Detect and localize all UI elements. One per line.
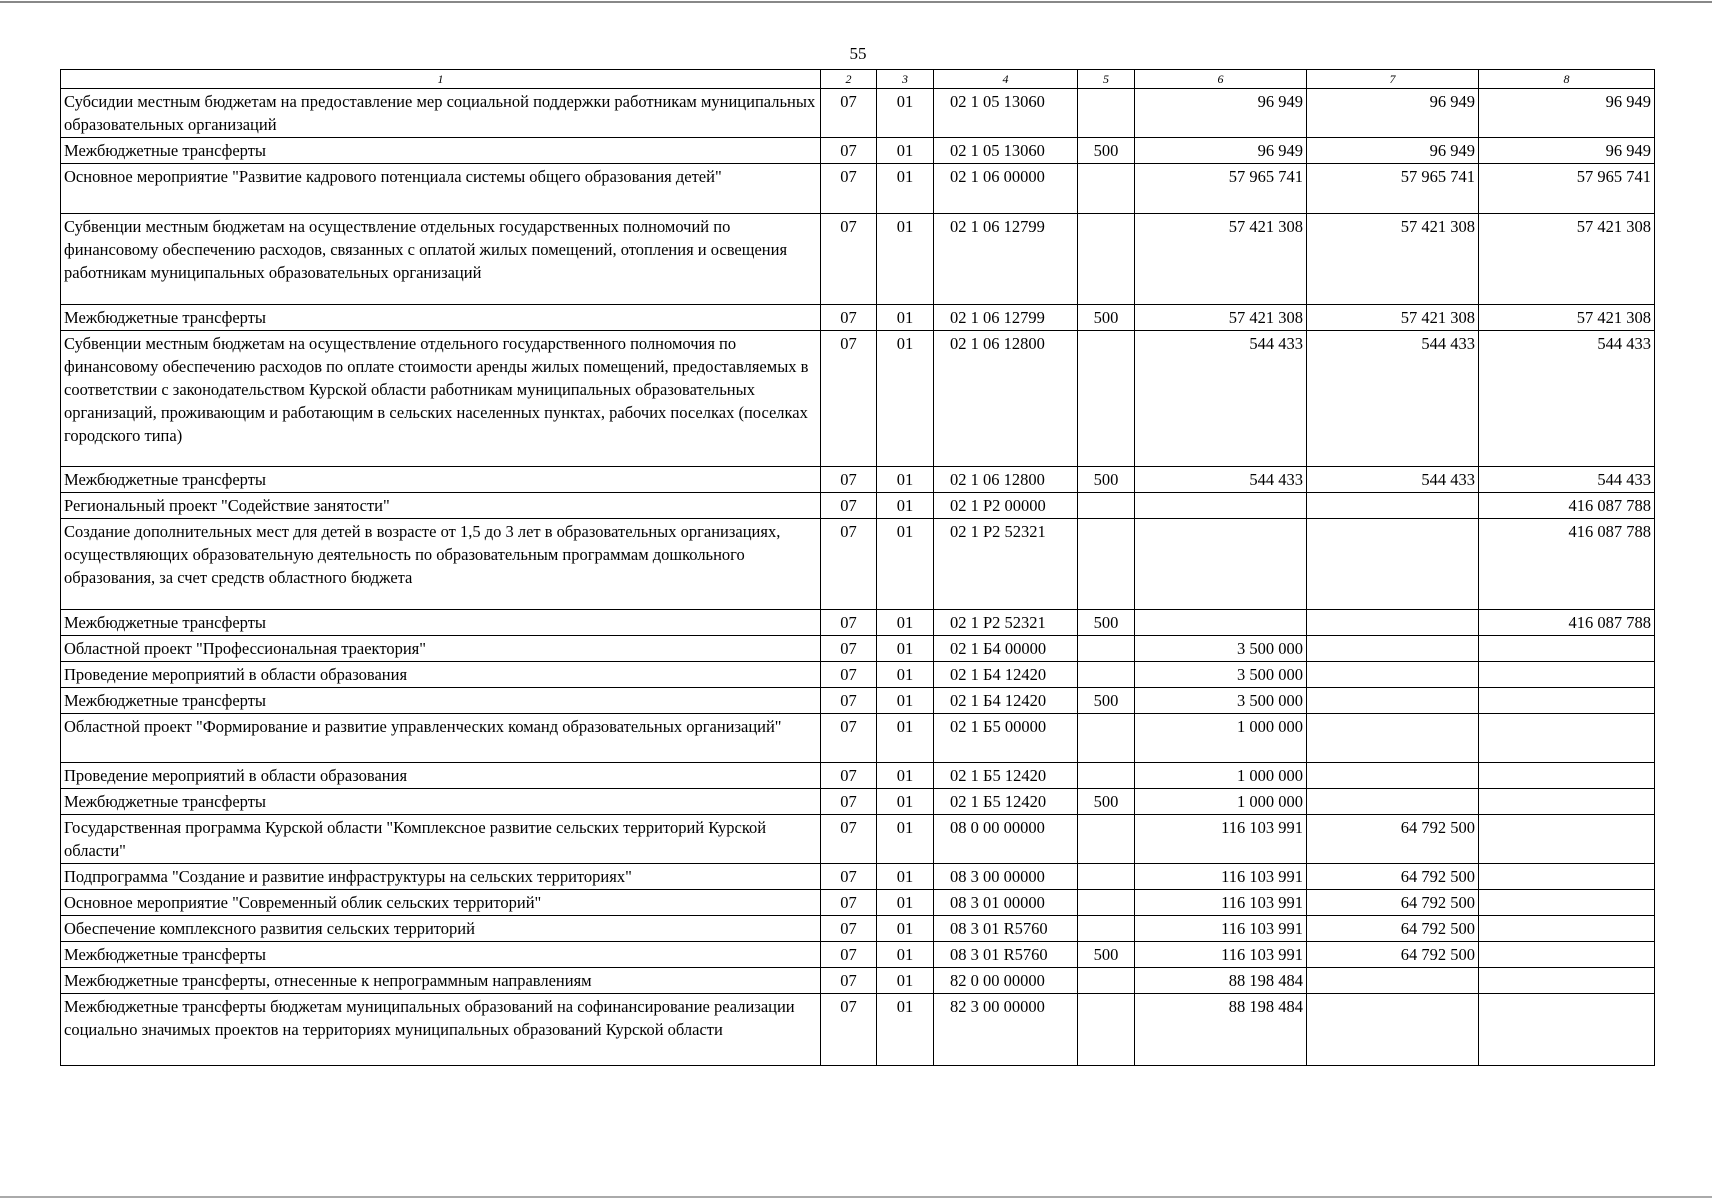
- row-amount-col7: 544 433: [1307, 467, 1479, 493]
- row-name: Областной проект "Профессиональная траектория": [61, 636, 821, 662]
- row-expense-type: [1078, 763, 1135, 789]
- row-name: Межбюджетные трансферты: [61, 610, 821, 636]
- row-subsection: 01: [877, 138, 934, 164]
- table-row: [61, 662, 1655, 688]
- row-target-code: 02 1 Б4 12420: [934, 662, 1078, 688]
- row-name: Межбюджетные трансферты: [61, 688, 821, 714]
- row-amount-col8: [1479, 815, 1655, 864]
- row-expense-type: [1078, 214, 1135, 305]
- row-name: Проведение мероприятий в области образования: [61, 662, 821, 688]
- row-amount-col8: [1479, 763, 1655, 789]
- row-amount-col8: [1479, 942, 1655, 968]
- row-amount-col6: 96 949: [1135, 89, 1307, 138]
- row-amount-col6: 544 433: [1135, 467, 1307, 493]
- row-amount-col6: 1 000 000: [1135, 714, 1307, 763]
- table-row: [61, 714, 1655, 763]
- row-section: 07: [821, 864, 877, 890]
- row-subsection: 01: [877, 942, 934, 968]
- row-amount-col7: [1307, 636, 1479, 662]
- row-expense-type: [1078, 89, 1135, 138]
- row-amount-col6: 116 103 991: [1135, 815, 1307, 864]
- row-name: Обеспечение комплексного развития сельских территорий: [61, 916, 821, 942]
- scan-edge-top: [0, 1, 1712, 3]
- row-subsection: 01: [877, 164, 934, 214]
- row-target-code: 02 1 Б4 00000: [934, 636, 1078, 662]
- row-target-code: 02 1 05 13060: [934, 138, 1078, 164]
- row-target-code: 08 3 01 R5760: [934, 916, 1078, 942]
- row-target-code: 02 1 06 12800: [934, 467, 1078, 493]
- row-section: 07: [821, 493, 877, 519]
- row-amount-col7: 96 949: [1307, 89, 1479, 138]
- row-target-code: 82 0 00 00000: [934, 968, 1078, 994]
- table-row: [61, 763, 1655, 789]
- row-subsection: 01: [877, 662, 934, 688]
- table-row: [61, 890, 1655, 916]
- row-expense-type: [1078, 662, 1135, 688]
- row-amount-col7: [1307, 610, 1479, 636]
- row-amount-col7: [1307, 519, 1479, 610]
- row-amount-col6: 3 500 000: [1135, 688, 1307, 714]
- row-expense-type: [1078, 815, 1135, 864]
- column-header: 5: [1078, 70, 1135, 89]
- budget-table: [60, 69, 1655, 1066]
- row-amount-col7: [1307, 493, 1479, 519]
- row-expense-type: 500: [1078, 688, 1135, 714]
- row-amount-col6: 57 421 308: [1135, 305, 1307, 331]
- row-expense-type: [1078, 994, 1135, 1066]
- row-amount-col8: 57 965 741: [1479, 164, 1655, 214]
- row-target-code: 08 3 01 R5760: [934, 942, 1078, 968]
- table-row: [61, 610, 1655, 636]
- row-amount-col7: 64 792 500: [1307, 890, 1479, 916]
- row-subsection: 01: [877, 467, 934, 493]
- row-target-code: 02 1 05 13060: [934, 89, 1078, 138]
- row-expense-type: 500: [1078, 610, 1135, 636]
- table-row: [61, 467, 1655, 493]
- row-amount-col8: 96 949: [1479, 138, 1655, 164]
- table-row: [61, 636, 1655, 662]
- row-target-code: 08 0 00 00000: [934, 815, 1078, 864]
- row-subsection: 01: [877, 493, 934, 519]
- row-name: Региональный проект "Содействие занятости": [61, 493, 821, 519]
- row-amount-col8: [1479, 916, 1655, 942]
- row-name: Межбюджетные трансферты бюджетам муниципальных образований на софинансирование реализации социально значимых проектов на территориях муниципальных образований Курской области: [61, 994, 821, 1066]
- row-expense-type: [1078, 636, 1135, 662]
- row-amount-col7: [1307, 994, 1479, 1066]
- row-name: Межбюджетные трансферты: [61, 789, 821, 815]
- row-name: Субсидии местным бюджетам на предоставление мер социальной поддержки работникам муниципальных образовательных организаций: [61, 89, 821, 138]
- column-header: 1: [61, 70, 821, 89]
- row-subsection: 01: [877, 714, 934, 763]
- row-section: 07: [821, 467, 877, 493]
- table-row: [61, 688, 1655, 714]
- page-number: 55: [849, 44, 867, 63]
- row-amount-col8: [1479, 714, 1655, 763]
- row-name: Областной проект "Формирование и развитие управленческих команд образовательных организаций": [61, 714, 821, 763]
- row-subsection: 01: [877, 864, 934, 890]
- table-row: [61, 331, 1655, 467]
- table-row: [61, 968, 1655, 994]
- row-target-code: 02 1 P2 00000: [934, 493, 1078, 519]
- row-section: 07: [821, 164, 877, 214]
- row-amount-col6: 57 421 308: [1135, 214, 1307, 305]
- row-expense-type: 500: [1078, 789, 1135, 815]
- row-section: 07: [821, 815, 877, 864]
- row-target-code: 02 1 Б5 00000: [934, 714, 1078, 763]
- row-target-code: 08 3 00 00000: [934, 864, 1078, 890]
- row-section: 07: [821, 214, 877, 305]
- row-amount-col6: [1135, 519, 1307, 610]
- row-expense-type: [1078, 519, 1135, 610]
- row-section: 07: [821, 89, 877, 138]
- row-amount-col6: 3 500 000: [1135, 662, 1307, 688]
- row-amount-col6: 96 949: [1135, 138, 1307, 164]
- row-expense-type: [1078, 164, 1135, 214]
- row-section: 07: [821, 138, 877, 164]
- row-amount-col8: 416 087 788: [1479, 493, 1655, 519]
- row-section: 07: [821, 789, 877, 815]
- row-amount-col7: 544 433: [1307, 331, 1479, 467]
- table-row: [61, 916, 1655, 942]
- row-name: Основное мероприятие "Современный облик сельских территорий": [61, 890, 821, 916]
- row-amount-col8: [1479, 890, 1655, 916]
- row-amount-col7: 64 792 500: [1307, 916, 1479, 942]
- scan-edge-bottom: [0, 1196, 1712, 1198]
- row-expense-type: 500: [1078, 467, 1135, 493]
- row-expense-type: [1078, 890, 1135, 916]
- row-amount-col7: 64 792 500: [1307, 815, 1479, 864]
- row-target-code: 08 3 01 00000: [934, 890, 1078, 916]
- row-section: 07: [821, 636, 877, 662]
- row-subsection: 01: [877, 331, 934, 467]
- row-subsection: 01: [877, 968, 934, 994]
- row-subsection: 01: [877, 89, 934, 138]
- row-amount-col8: 416 087 788: [1479, 519, 1655, 610]
- table-row: [61, 994, 1655, 1066]
- row-target-code: 02 1 06 12799: [934, 305, 1078, 331]
- row-amount-col7: [1307, 688, 1479, 714]
- row-name: Государственная программа Курской области "Комплексное развитие сельских территорий Курской области": [61, 815, 821, 864]
- table-row: [61, 942, 1655, 968]
- row-section: 07: [821, 714, 877, 763]
- row-amount-col6: 116 103 991: [1135, 890, 1307, 916]
- column-header: 7: [1307, 70, 1479, 89]
- row-amount-col7: 57 421 308: [1307, 305, 1479, 331]
- row-amount-col7: [1307, 789, 1479, 815]
- row-amount-col6: [1135, 610, 1307, 636]
- row-amount-col6: 88 198 484: [1135, 994, 1307, 1066]
- row-subsection: 01: [877, 890, 934, 916]
- table-row: [61, 864, 1655, 890]
- column-header: 6: [1135, 70, 1307, 89]
- row-subsection: 01: [877, 994, 934, 1066]
- row-amount-col6: 1 000 000: [1135, 789, 1307, 815]
- row-target-code: 02 1 Б4 12420: [934, 688, 1078, 714]
- row-section: 07: [821, 942, 877, 968]
- row-amount-col8: 416 087 788: [1479, 610, 1655, 636]
- row-subsection: 01: [877, 636, 934, 662]
- row-expense-type: 500: [1078, 305, 1135, 331]
- row-name: Подпрограмма "Создание и развитие инфраструктуры на сельских территориях": [61, 864, 821, 890]
- row-amount-col8: [1479, 662, 1655, 688]
- column-number-header-row: [61, 70, 1655, 89]
- row-section: 07: [821, 890, 877, 916]
- row-name: Субвенции местным бюджетам на осуществление отдельных государственных полномочий по финансовому обеспечению расходов, связанных с оплатой жилых помещений, отопления и освещения работникам муниципальных образовательных организаций: [61, 214, 821, 305]
- row-subsection: 01: [877, 519, 934, 610]
- row-section: 07: [821, 916, 877, 942]
- row-subsection: 01: [877, 916, 934, 942]
- row-section: 07: [821, 763, 877, 789]
- row-name: Основное мероприятие "Развитие кадрового потенциала системы общего образования детей": [61, 164, 821, 214]
- table-row: [61, 493, 1655, 519]
- row-amount-col7: [1307, 763, 1479, 789]
- row-expense-type: [1078, 864, 1135, 890]
- row-amount-col6: 116 103 991: [1135, 942, 1307, 968]
- row-expense-type: [1078, 916, 1135, 942]
- row-subsection: 01: [877, 789, 934, 815]
- row-amount-col8: [1479, 994, 1655, 1066]
- row-amount-col8: [1479, 636, 1655, 662]
- row-target-code: 02 1 06 00000: [934, 164, 1078, 214]
- row-expense-type: 500: [1078, 138, 1135, 164]
- row-target-code: 02 1 06 12800: [934, 331, 1078, 467]
- table-row: [61, 214, 1655, 305]
- row-section: 07: [821, 662, 877, 688]
- row-amount-col7: 64 792 500: [1307, 942, 1479, 968]
- column-header: 3: [877, 70, 934, 89]
- table-row: [61, 815, 1655, 864]
- row-amount-col6: 57 965 741: [1135, 164, 1307, 214]
- row-target-code: 82 3 00 00000: [934, 994, 1078, 1066]
- column-header: 2: [821, 70, 877, 89]
- table-row: [61, 305, 1655, 331]
- row-section: 07: [821, 519, 877, 610]
- row-target-code: 02 1 P2 52321: [934, 610, 1078, 636]
- row-amount-col8: 544 433: [1479, 467, 1655, 493]
- table-row: [61, 789, 1655, 815]
- row-name: Межбюджетные трансферты: [61, 138, 821, 164]
- row-amount-col7: 64 792 500: [1307, 864, 1479, 890]
- table-row: [61, 164, 1655, 214]
- table-row: [61, 138, 1655, 164]
- table-row: [61, 89, 1655, 138]
- row-subsection: 01: [877, 688, 934, 714]
- row-amount-col8: [1479, 864, 1655, 890]
- row-expense-type: [1078, 493, 1135, 519]
- row-expense-type: [1078, 968, 1135, 994]
- row-section: 07: [821, 331, 877, 467]
- row-amount-col8: 544 433: [1479, 331, 1655, 467]
- row-name: Субвенции местным бюджетам на осуществление отдельного государственного полномочия по финансовому обеспечению расходов по оплате стоимости аренды жилых помещений, предоставляемых в соответствии с законодательством Курской области работникам муниципальных образовательных организаций, проживающим и работающим в сельских населенных пунктах, рабочих поселках (поселках городского типа): [61, 331, 821, 467]
- row-name: Межбюджетные трансферты: [61, 942, 821, 968]
- row-target-code: 02 1 P2 52321: [934, 519, 1078, 610]
- row-amount-col6: 116 103 991: [1135, 916, 1307, 942]
- row-amount-col6: 116 103 991: [1135, 864, 1307, 890]
- row-amount-col8: 57 421 308: [1479, 305, 1655, 331]
- row-name: Межбюджетные трансферты, отнесенные к непрограммным направлениям: [61, 968, 821, 994]
- row-amount-col8: [1479, 688, 1655, 714]
- row-target-code: 02 1 Б5 12420: [934, 789, 1078, 815]
- row-amount-col8: [1479, 789, 1655, 815]
- row-section: 07: [821, 688, 877, 714]
- column-header: 8: [1479, 70, 1655, 89]
- row-amount-col6: [1135, 493, 1307, 519]
- row-section: 07: [821, 610, 877, 636]
- row-amount-col7: 57 421 308: [1307, 214, 1479, 305]
- row-name: Создание дополнительных мест для детей в возрасте от 1,5 до 3 лет в образовательных организациях, осуществляющих образовательную деятельность по образовательным программам дошкольного образования, за счет средств областного бюджета: [61, 519, 821, 610]
- row-amount-col6: 1 000 000: [1135, 763, 1307, 789]
- row-subsection: 01: [877, 610, 934, 636]
- column-header: 4: [934, 70, 1078, 89]
- table-row: [61, 519, 1655, 610]
- row-expense-type: 500: [1078, 942, 1135, 968]
- row-amount-col7: [1307, 662, 1479, 688]
- row-section: 07: [821, 968, 877, 994]
- row-amount-col8: [1479, 968, 1655, 994]
- row-amount-col8: 57 421 308: [1479, 214, 1655, 305]
- row-target-code: 02 1 06 12799: [934, 214, 1078, 305]
- row-amount-col6: 3 500 000: [1135, 636, 1307, 662]
- row-name: Проведение мероприятий в области образования: [61, 763, 821, 789]
- row-amount-col7: 57 965 741: [1307, 164, 1479, 214]
- row-subsection: 01: [877, 815, 934, 864]
- row-subsection: 01: [877, 763, 934, 789]
- row-subsection: 01: [877, 214, 934, 305]
- row-amount-col6: 544 433: [1135, 331, 1307, 467]
- row-subsection: 01: [877, 305, 934, 331]
- row-amount-col7: [1307, 968, 1479, 994]
- row-expense-type: [1078, 714, 1135, 763]
- row-amount-col8: 96 949: [1479, 89, 1655, 138]
- row-amount-col6: 88 198 484: [1135, 968, 1307, 994]
- row-amount-col7: [1307, 714, 1479, 763]
- row-name: Межбюджетные трансферты: [61, 467, 821, 493]
- row-target-code: 02 1 Б5 12420: [934, 763, 1078, 789]
- row-amount-col7: 96 949: [1307, 138, 1479, 164]
- row-expense-type: [1078, 331, 1135, 467]
- row-name: Межбюджетные трансферты: [61, 305, 821, 331]
- row-section: 07: [821, 305, 877, 331]
- row-section: 07: [821, 994, 877, 1066]
